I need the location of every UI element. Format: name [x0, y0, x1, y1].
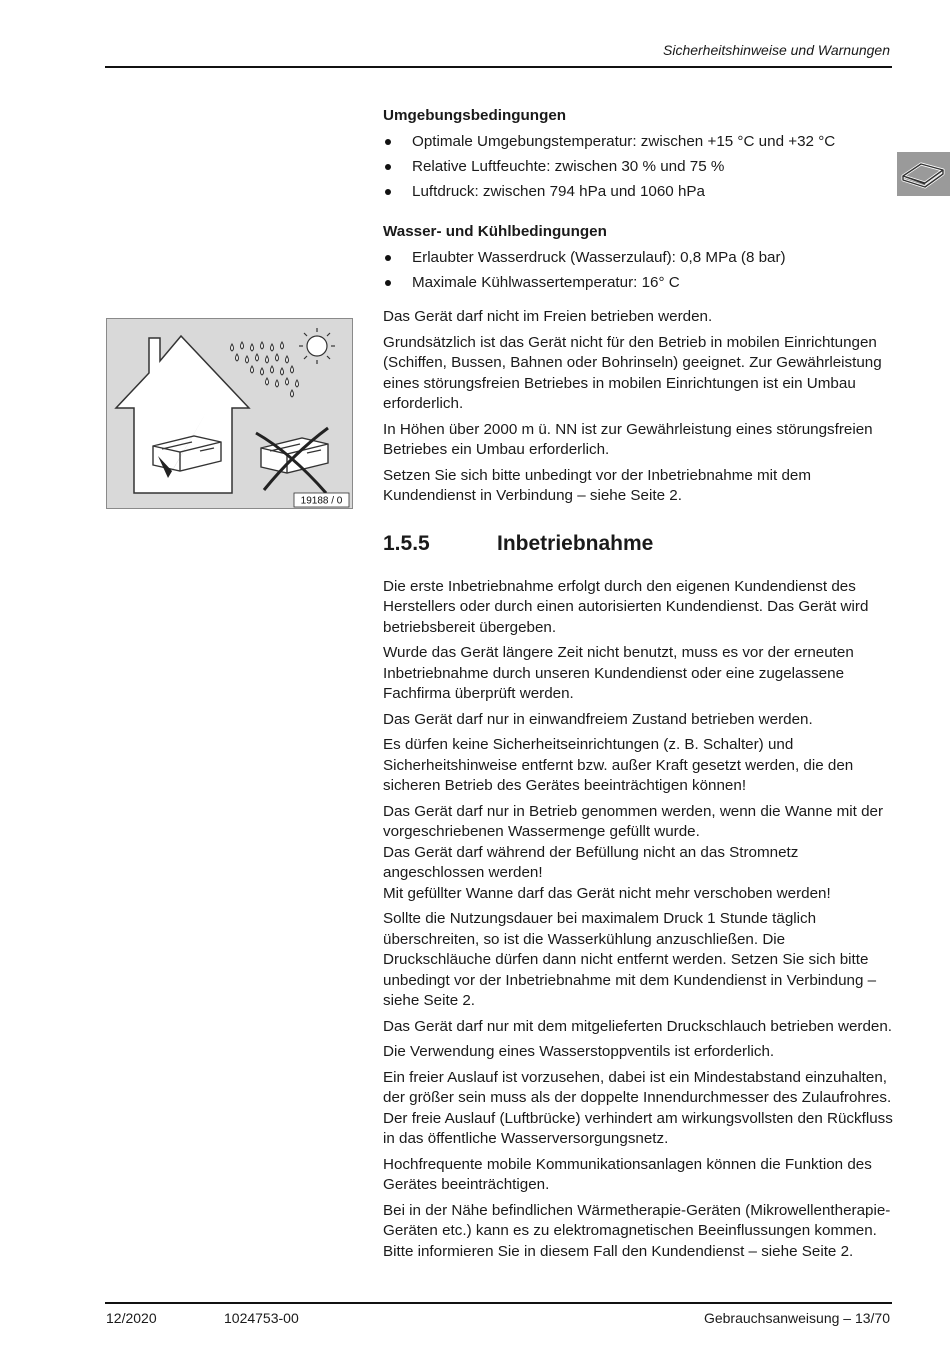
- footer-doc-number: 1024753-00: [224, 1310, 299, 1326]
- chapter-tab: [897, 152, 950, 196]
- header-divider: [105, 66, 892, 68]
- environment-list: [383, 132, 893, 203]
- paragraph: Bei in der Nähe befindlichen Wärmetherapie-Geräten (Mikrowellentherapie-Geräten etc.) kann es zu elektromagnetischen Beeinflussungen kommen. Bitte informieren Sie in diesem Fall den Kundendienst – siehe Seite 2.: [383, 1201, 891, 1260]
- footer-date: 12/2020: [106, 1310, 157, 1326]
- section-number: 1.5.5: [383, 531, 430, 555]
- footer-page-label: Gebrauchsanweisung – 13/70: [703, 1310, 890, 1326]
- paragraph: Grundsätzlich ist das Gerät nicht für den Betrieb in mobilen Einrichtungen (Schiffen, Bussen, Bahnen oder Bohrinseln) geeignet. Zur Gewährleistung eines störungsfreien Betriebes in mobilen Einrichtungen ist ein Umbau erforderlich.: [383, 333, 882, 413]
- list-item: Erlaubter Wasserdruck (Wasserzulauf): 0,8 MPa (8 bar): [383, 248, 893, 269]
- water-heading: Wasser- und Kühlbedingungen: [383, 223, 607, 241]
- indoor-operation-illustration: [106, 318, 353, 509]
- paragraph: Sollte die Nutzungsdauer bei maximalem Druck 1 Stunde täglich überschreiten, so ist die Wasserkühlung anzuschließen. Die Druckschläuche dürfen dann nicht entfernt werden. Setzen Sie sich bitte unbedingt vor der Inbetriebnahme mit dem Kundendienst in Verbindung – siehe Seite 2.: [383, 910, 877, 1010]
- paragraph: Ein freier Auslauf ist vorzusehen, dabei ist ein Mindestabstand einzuhalten, der größer sein muss als der doppelte Innendurchmesser des Zulaufrohres. Der freie Auslauf (Luftbrücke) verhindert am wirkungsvollsten den Rückfluss in das öffentliche Wasserversorgungsnetz.: [383, 1068, 893, 1148]
- book-icon: [897, 152, 950, 196]
- paragraph: Wurde das Gerät längere Zeit nicht benutzt, muss es vor der erneuten Inbetriebnahme durch unseren Kundendienst oder eine zugelassene Fachfirma überprüft werden.: [383, 644, 854, 703]
- paragraph: Das Gerät darf nur in einwandfreiem Zustand betrieben werden.: [383, 710, 813, 728]
- paragraph: Das Gerät darf nur mit dem mitgelieferten Druckschlauch betrieben werden.: [383, 1017, 893, 1035]
- paragraph: Das Gerät darf nicht im Freien betrieben werden.: [383, 308, 713, 326]
- list-item: Optimale Umgebungstemperatur: zwischen +15 °C und +32 °C: [383, 132, 893, 153]
- paragraph: Setzen Sie sich bitte unbedingt vor der Inbetriebnahme mit dem Kundendienst in Verbindung – siehe Seite 2.: [383, 466, 812, 505]
- footer-divider: [105, 1302, 892, 1304]
- running-header: Sicherheitshinweise und Warnungen: [663, 42, 890, 58]
- paragraph: Die Verwendung eines Wasserstoppventils ist erforderlich.: [383, 1043, 775, 1061]
- paragraph: Hochfrequente mobile Kommunikationsanlagen können die Funktion des Gerätes beeinträchtigen.: [383, 1155, 872, 1194]
- list-item: Maximale Kühlwassertemperatur: 16° C: [383, 273, 893, 294]
- section-title: Inbetriebnahme: [497, 531, 654, 555]
- paragraph: In Höhen über 2000 m ü. NN ist zur Gewährleistung eines störungsfreien Betriebes ein Umbau erforderlich.: [383, 420, 873, 459]
- list-item: Luftdruck: zwischen 794 hPa und 1060 hPa: [383, 182, 893, 203]
- paragraph: Das Gerät darf nur in Betrieb genommen werden, wenn die Wanne mit der vorgeschriebenen Wassermenge gefüllt wurde. Das Gerät darf während der Befüllung nicht an das Stromnetz angeschlossen werden! Mit gefüllter Wanne darf das Gerät nicht mehr verschoben werden!: [383, 802, 884, 902]
- environment-heading: Umgebungsbedingungen: [383, 107, 567, 124]
- paragraph: Die erste Inbetriebnahme erfolgt durch den eigenen Kundendienst des Herstellers oder durch einen autorisierten Kundendienst. Das Gerät wird betriebsbereit übergeben.: [383, 577, 869, 636]
- content-column: [383, 106, 893, 1267]
- water-list: [383, 248, 893, 294]
- paragraph: Es dürfen keine Sicherheitseinrichtungen (z. B. Schalter) und Sicherheitshinweise entfernt bzw. außer Kraft gesetzt werden, die den sicheren Betrieb des Gerätes beeinträchtigen können!: [383, 736, 854, 795]
- list-item: Relative Luftfeuchte: zwischen 30 % und 75 %: [383, 157, 893, 178]
- figure-label: 19188 / 0: [300, 495, 343, 507]
- section-heading: [383, 531, 893, 557]
